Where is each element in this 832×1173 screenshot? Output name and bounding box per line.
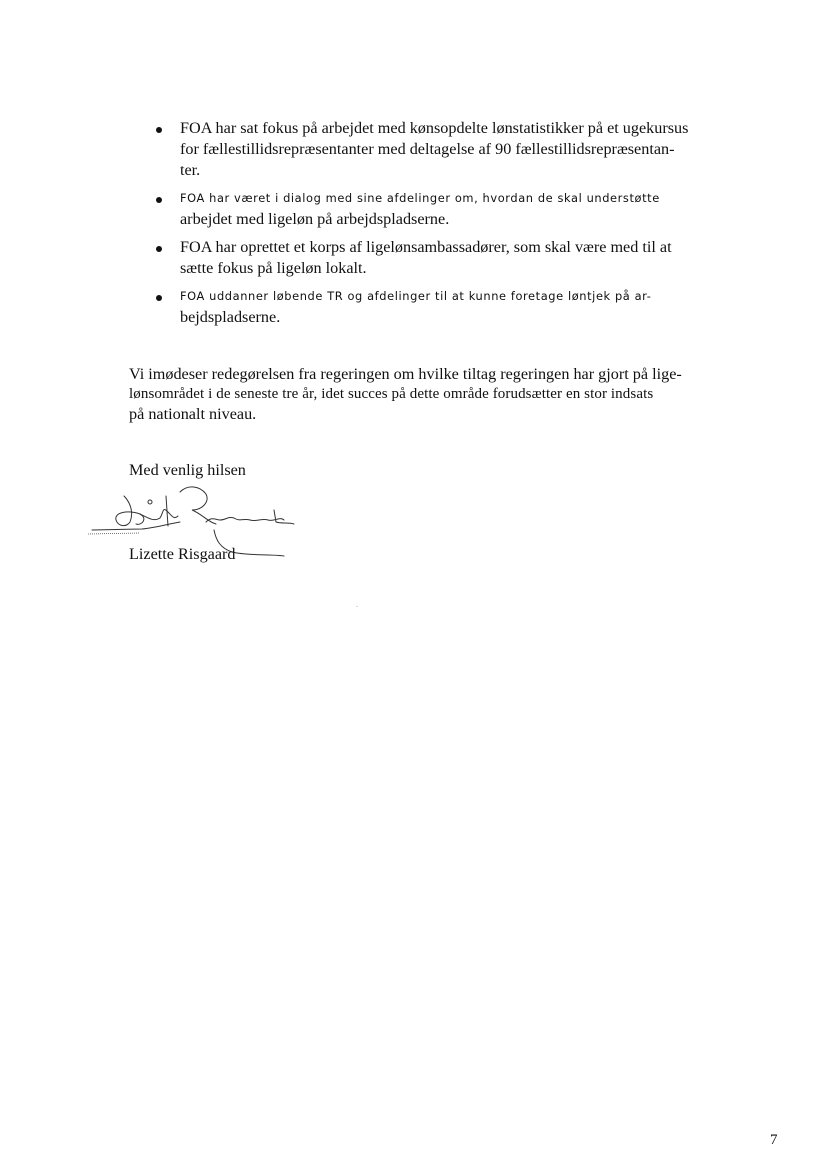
bullet-dot-icon bbox=[156, 197, 162, 203]
bullet-line: FOA har sat fokus på arbejdet med kønsopdelte lønstatistikker på et ugekursus bbox=[180, 119, 689, 137]
bullet-item bbox=[150, 286, 720, 328]
bullet-item bbox=[150, 188, 720, 230]
signer-name: Lizette Risgaard bbox=[129, 545, 236, 563]
bullet-line: bejdspladserne. bbox=[180, 308, 281, 326]
greeting: Med venlig hilsen bbox=[129, 461, 246, 479]
page-number: 7 bbox=[770, 1132, 778, 1148]
bullet-item bbox=[150, 118, 720, 181]
bullet-list bbox=[150, 118, 720, 335]
bullet-dot-icon bbox=[156, 127, 162, 133]
paragraph-line: på nationalt niveau. bbox=[129, 405, 257, 423]
bullet-line: FOA har været i dialog med sine afdelinger om, hvordan de skal understøtte bbox=[180, 191, 660, 205]
paragraph-line: lønsområdet i de seneste tre år, idet succes på dette område forudsætter en stor indsats bbox=[129, 386, 654, 402]
closing-paragraph bbox=[129, 364, 719, 424]
bullet-line: sætte fokus på ligeløn lokalt. bbox=[180, 259, 367, 277]
bullet-dot-icon bbox=[156, 295, 162, 301]
bullet-line: arbejdet med ligeløn på arbejdspladserne. bbox=[180, 210, 450, 228]
paragraph-line: Vi imødeser redegørelsen fra regeringen om hvilke tiltag regeringen har gjort på lige- bbox=[129, 365, 682, 383]
bullet-line: ter. bbox=[180, 161, 201, 179]
bullet-line: FOA har oprettet et korps af ligelønsambassadører, som skal være med til at bbox=[180, 238, 672, 256]
bullet-line: for fællestillidsrepræsentanter med deltagelse af 90 fællestillidsrepræsentan- bbox=[180, 140, 675, 158]
bullet-line: FOA uddanner løbende TR og afdelinger til at kunne foretage løntjek på ar- bbox=[180, 289, 652, 303]
bullet-dot-icon bbox=[156, 246, 162, 252]
scan-speck bbox=[356, 606, 358, 607]
bullet-item bbox=[150, 237, 720, 279]
